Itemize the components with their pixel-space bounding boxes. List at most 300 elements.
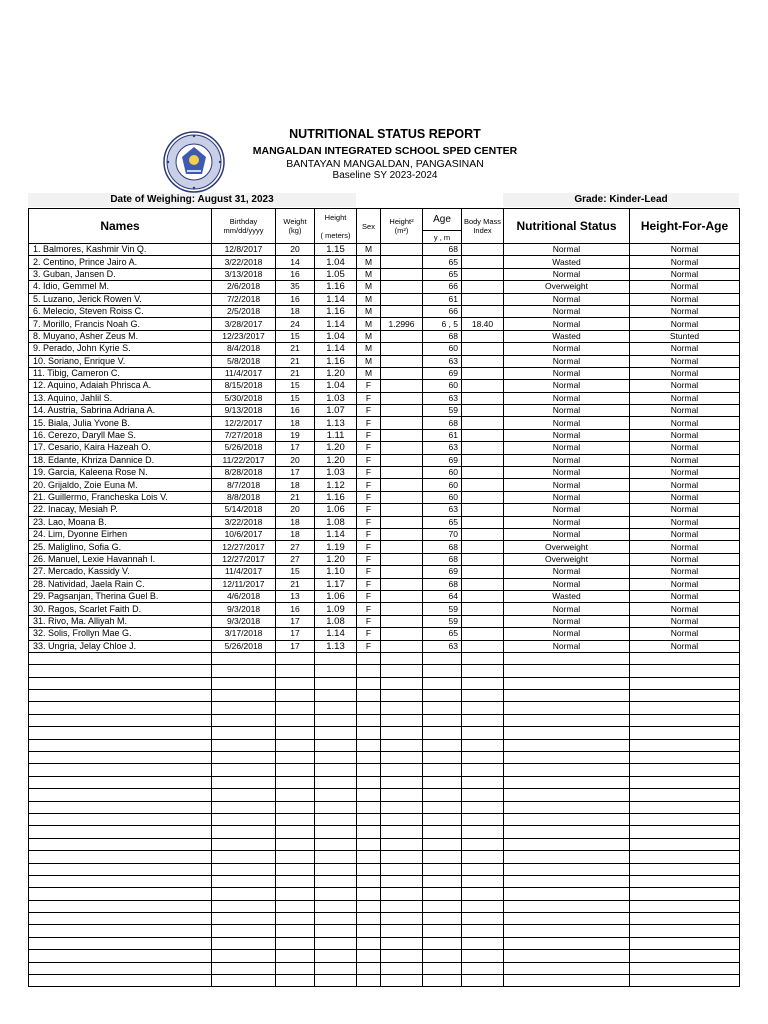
cell-status: [504, 937, 630, 949]
cell-weight: [276, 739, 315, 751]
cell-weight: 21: [276, 578, 315, 590]
cell-status: Normal: [504, 268, 630, 280]
cell-weight: 18: [276, 417, 315, 429]
cell-hfa: [630, 789, 740, 801]
cell-name: [29, 937, 212, 949]
cell-status: Normal: [504, 566, 630, 578]
cell-age: 64: [423, 590, 462, 602]
cell-weight: [276, 925, 315, 937]
cell-height: [315, 764, 357, 776]
cell-name: [29, 888, 212, 900]
cell-weight: 20: [276, 454, 315, 466]
cell-height: [315, 702, 357, 714]
cell-bmi: [462, 281, 504, 293]
cell-bmi: [462, 739, 504, 751]
row-number: 23.: [33, 516, 46, 527]
cell-bmi: [462, 950, 504, 962]
row-number: 11.: [33, 368, 45, 379]
row-number: 27.: [33, 566, 46, 577]
blank-row: [29, 714, 740, 726]
cell-age: [423, 665, 462, 677]
blank-row: [29, 851, 740, 863]
cell-weight: 16: [276, 603, 315, 615]
cell-age: [423, 838, 462, 850]
cell-sex: M: [357, 367, 381, 379]
col-weight: Weight (kg): [276, 209, 315, 244]
table-row: [29, 429, 740, 441]
cell-bmi: [462, 628, 504, 640]
cell-hfa: Normal: [630, 268, 740, 280]
cell-weight: 24: [276, 318, 315, 330]
cell-height: 1.05: [315, 268, 357, 280]
table-row: [29, 479, 740, 491]
cell-height: 1.20: [315, 442, 357, 454]
cell-sex: F: [357, 553, 381, 565]
student-name: Garcia, Kaleena Rose N.: [48, 467, 148, 478]
cell-weight: 17: [276, 640, 315, 652]
cell-bmi: [462, 541, 504, 553]
cell-hfa: [630, 739, 740, 751]
blank-row: [29, 962, 740, 974]
row-number: 10.: [33, 355, 46, 366]
cell-bmi: [462, 417, 504, 429]
cell-height2: [381, 479, 423, 491]
cell-height: 1.15: [315, 244, 357, 256]
cell-birthday: 5/30/2018: [212, 392, 276, 404]
cell-bmi: [462, 665, 504, 677]
cell-age: [423, 776, 462, 788]
cell-hfa: Normal: [630, 442, 740, 454]
cell-hfa: Normal: [630, 343, 740, 355]
cell-age: [423, 826, 462, 838]
student-name: Rivo, Ma. Alliyah M.: [48, 615, 128, 626]
cell-age: 65: [423, 268, 462, 280]
cell-birthday: 12/27/2017: [212, 553, 276, 565]
cell-birthday: 12/2/2017: [212, 417, 276, 429]
cell-height2: [381, 504, 423, 516]
cell-bmi: [462, 405, 504, 417]
student-name: Muyano, Asher Zeus M.: [43, 330, 139, 341]
cell-height2: [381, 244, 423, 256]
blank-row: [29, 975, 740, 987]
cell-name: [29, 367, 212, 379]
cell-status: Normal: [504, 417, 630, 429]
cell-sex: [357, 776, 381, 788]
cell-birthday: 9/13/2018: [212, 405, 276, 417]
cell-name: [29, 813, 212, 825]
cell-height: 1.13: [315, 640, 357, 652]
cell-weight: 19: [276, 429, 315, 441]
row-number: 26.: [33, 553, 46, 564]
student-name: Morillo, Francis Noah G.: [43, 318, 141, 329]
cell-height2: [381, 516, 423, 528]
cell-height2: [381, 268, 423, 280]
student-name: Balmores, Kashmir Vin Q.: [43, 244, 147, 255]
cell-hfa: Normal: [630, 590, 740, 602]
cell-height: [315, 888, 357, 900]
student-name: Cesario, Kaira Hazeah O.: [48, 442, 151, 453]
cell-age: 61: [423, 429, 462, 441]
cell-weight: 27: [276, 541, 315, 553]
student-name: Tibig, Cameron C.: [47, 368, 120, 379]
cell-status: [504, 690, 630, 702]
cell-status: [504, 838, 630, 850]
blank-row: [29, 739, 740, 751]
cell-height2: [381, 380, 423, 392]
row-number: 31.: [33, 615, 46, 626]
cell-age: 66: [423, 281, 462, 293]
cell-height2: [381, 789, 423, 801]
cell-weight: [276, 690, 315, 702]
cell-status: Wasted: [504, 256, 630, 268]
cell-height2: [381, 714, 423, 726]
student-name: Perado, John Kyrie S.: [43, 343, 131, 354]
cell-age: [423, 851, 462, 863]
cell-height: 1.04: [315, 256, 357, 268]
cell-height: 1.19: [315, 541, 357, 553]
cell-height2: [381, 677, 423, 689]
table-row: [29, 355, 740, 367]
row-number: 16.: [33, 430, 46, 441]
cell-height: [315, 665, 357, 677]
cell-bmi: [462, 925, 504, 937]
cell-hfa: Normal: [630, 628, 740, 640]
cell-birthday: [212, 975, 276, 987]
cell-birthday: 8/4/2018: [212, 343, 276, 355]
cell-height: [315, 652, 357, 664]
cell-height: [315, 900, 357, 912]
cell-age: 68: [423, 417, 462, 429]
cell-birthday: [212, 962, 276, 974]
cell-height: [315, 727, 357, 739]
cell-name: [29, 590, 212, 602]
cell-height2: [381, 826, 423, 838]
cell-name: [29, 739, 212, 751]
cell-height2: [381, 566, 423, 578]
cell-age: 68: [423, 578, 462, 590]
cell-height2: [381, 553, 423, 565]
cell-sex: F: [357, 380, 381, 392]
cell-sex: F: [357, 392, 381, 404]
cell-height: [315, 937, 357, 949]
cell-height2: [381, 888, 423, 900]
table-row: [29, 528, 740, 540]
cell-weight: 13: [276, 590, 315, 602]
cell-weight: 17: [276, 467, 315, 479]
table-row: [29, 417, 740, 429]
cell-bmi: [462, 479, 504, 491]
cell-bmi: [462, 590, 504, 602]
cell-name: [29, 429, 212, 441]
cell-age: [423, 875, 462, 887]
cell-height2: [381, 739, 423, 751]
blank-row: [29, 888, 740, 900]
table-row: [29, 405, 740, 417]
cell-hfa: [630, 913, 740, 925]
cell-height2: [381, 652, 423, 664]
cell-bmi: [462, 727, 504, 739]
blank-row: [29, 776, 740, 788]
cell-birthday: 3/17/2018: [212, 628, 276, 640]
cell-sex: [357, 789, 381, 801]
cell-birthday: [212, 801, 276, 813]
cell-age: [423, 727, 462, 739]
cell-birthday: [212, 752, 276, 764]
cell-hfa: [630, 776, 740, 788]
cell-name: [29, 752, 212, 764]
cell-height: 1.08: [315, 516, 357, 528]
cell-birthday: [212, 900, 276, 912]
cell-height: 1.06: [315, 504, 357, 516]
cell-name: [29, 615, 212, 627]
cell-weight: 27: [276, 553, 315, 565]
cell-height: 1.20: [315, 454, 357, 466]
cell-hfa: Normal: [630, 244, 740, 256]
cell-status: Normal: [504, 343, 630, 355]
cell-sex: [357, 913, 381, 925]
cell-birthday: 8/15/2018: [212, 380, 276, 392]
cell-birthday: 5/8/2018: [212, 355, 276, 367]
cell-sex: [357, 714, 381, 726]
cell-hfa: Normal: [630, 516, 740, 528]
cell-status: Normal: [504, 615, 630, 627]
cell-height2: [381, 417, 423, 429]
cell-height2: [381, 590, 423, 602]
cell-height: 1.16: [315, 355, 357, 367]
cell-height2: [381, 442, 423, 454]
cell-weight: [276, 727, 315, 739]
cell-name: [29, 962, 212, 974]
cell-name: [29, 875, 212, 887]
cell-weight: 15: [276, 392, 315, 404]
cell-hfa: Normal: [630, 640, 740, 652]
cell-hfa: [630, 652, 740, 664]
table-row: [29, 504, 740, 516]
cell-sex: F: [357, 429, 381, 441]
cell-age: [423, 789, 462, 801]
cell-hfa: [630, 888, 740, 900]
cell-name: [29, 244, 212, 256]
cell-height: [315, 950, 357, 962]
cell-name: [29, 281, 212, 293]
cell-hfa: Normal: [630, 305, 740, 317]
cell-sex: [357, 962, 381, 974]
blank-row: [29, 690, 740, 702]
cell-age: 59: [423, 405, 462, 417]
cell-weight: [276, 752, 315, 764]
cell-height2: [381, 343, 423, 355]
cell-hfa: Normal: [630, 553, 740, 565]
deped-seal-logo: [163, 131, 225, 193]
cell-age: [423, 950, 462, 962]
cell-bmi: [462, 690, 504, 702]
cell-bmi: [462, 937, 504, 949]
cell-age: 65: [423, 256, 462, 268]
cell-height: 1.04: [315, 380, 357, 392]
row-number: 5.: [33, 293, 41, 304]
cell-age: 68: [423, 330, 462, 342]
cell-height: 1.16: [315, 281, 357, 293]
cell-height2: [381, 281, 423, 293]
cell-birthday: [212, 925, 276, 937]
cell-hfa: [630, 950, 740, 962]
table-row: [29, 615, 740, 627]
cell-age: 63: [423, 442, 462, 454]
cell-sex: [357, 838, 381, 850]
cell-status: Normal: [504, 504, 630, 516]
cell-height2: [381, 330, 423, 342]
cell-sex: M: [357, 244, 381, 256]
cell-name: [29, 380, 212, 392]
cell-status: Normal: [504, 318, 630, 330]
cell-name: [29, 454, 212, 466]
cell-birthday: [212, 813, 276, 825]
cell-height2: [381, 405, 423, 417]
cell-height: 1.14: [315, 628, 357, 640]
table-row: [29, 578, 740, 590]
cell-age: [423, 739, 462, 751]
row-number: 14.: [33, 405, 46, 416]
cell-weight: 20: [276, 244, 315, 256]
table-row: [29, 590, 740, 602]
cell-hfa: Normal: [630, 355, 740, 367]
cell-name: [29, 541, 212, 553]
cell-status: [504, 888, 630, 900]
cell-status: Normal: [504, 491, 630, 503]
cell-hfa: [630, 702, 740, 714]
cell-age: 65: [423, 516, 462, 528]
table-row: [29, 491, 740, 503]
blank-row: [29, 702, 740, 714]
cell-bmi: [462, 442, 504, 454]
student-name: Inacay, Mesiah P.: [48, 504, 118, 515]
cell-name: [29, 838, 212, 850]
cell-age: [423, 677, 462, 689]
cell-bmi: [462, 367, 504, 379]
cell-name: [29, 702, 212, 714]
row-number: 15.: [33, 417, 46, 428]
cell-height2: [381, 900, 423, 912]
cell-birthday: [212, 776, 276, 788]
cell-height2: [381, 467, 423, 479]
cell-height: 1.17: [315, 578, 357, 590]
cell-hfa: Normal: [630, 566, 740, 578]
cell-bmi: [462, 677, 504, 689]
cell-bmi: [462, 454, 504, 466]
cell-height2: [381, 764, 423, 776]
cell-height: [315, 813, 357, 825]
cell-sex: F: [357, 578, 381, 590]
cell-bmi: [462, 975, 504, 987]
cell-birthday: 3/13/2018: [212, 268, 276, 280]
cell-status: Overweight: [504, 553, 630, 565]
cell-hfa: Normal: [630, 380, 740, 392]
cell-birthday: [212, 838, 276, 850]
grade-level: Grade: Kinder-Lead: [503, 193, 739, 207]
cell-age: 70: [423, 528, 462, 540]
cell-bmi: [462, 355, 504, 367]
cell-height: [315, 925, 357, 937]
cell-age: 68: [423, 244, 462, 256]
table-row: [29, 553, 740, 565]
cell-hfa: Normal: [630, 392, 740, 404]
cell-sex: F: [357, 603, 381, 615]
cell-status: Normal: [504, 578, 630, 590]
school-address: BANTAYAN MANGALDAN, PANGASINAN: [286, 158, 484, 170]
cell-bmi: [462, 330, 504, 342]
cell-age: [423, 900, 462, 912]
cell-height2: [381, 937, 423, 949]
cell-height: 1.20: [315, 553, 357, 565]
cell-sex: M: [357, 343, 381, 355]
row-number: 2.: [33, 256, 41, 267]
cell-height: 1.08: [315, 615, 357, 627]
table-row: [29, 392, 740, 404]
cell-birthday: 3/22/2018: [212, 516, 276, 528]
cell-sex: [357, 727, 381, 739]
cell-height2: [381, 367, 423, 379]
cell-age: 65: [423, 628, 462, 640]
cell-weight: 17: [276, 615, 315, 627]
cell-height: [315, 677, 357, 689]
student-name: Centino, Prince Jairo A.: [43, 256, 138, 267]
cell-bmi: [462, 801, 504, 813]
cell-age: 6 , 5: [423, 318, 462, 330]
cell-height2: [381, 293, 423, 305]
cell-height: [315, 863, 357, 875]
cell-age: 60: [423, 380, 462, 392]
cell-weight: 35: [276, 281, 315, 293]
cell-weight: 21: [276, 367, 315, 379]
table-row: [29, 603, 740, 615]
cell-status: Overweight: [504, 281, 630, 293]
blank-row: [29, 813, 740, 825]
table-row: [29, 330, 740, 342]
cell-height2: [381, 690, 423, 702]
cell-status: [504, 826, 630, 838]
student-name: Grijaldo, Zoie Euna M.: [48, 479, 138, 490]
cell-sex: M: [357, 256, 381, 268]
cell-name: [29, 467, 212, 479]
student-name: Aquino, Adaiah Phrisca A.: [47, 380, 152, 391]
student-name: Austria, Sabrina Adriana A.: [47, 405, 156, 416]
cell-age: [423, 813, 462, 825]
cell-status: [504, 677, 630, 689]
cell-status: [504, 727, 630, 739]
cell-hfa: [630, 813, 740, 825]
cell-status: Normal: [504, 603, 630, 615]
date-of-weighing: Date of Weighing: August 31, 2023: [28, 193, 356, 207]
cell-hfa: Normal: [630, 615, 740, 627]
cell-hfa: [630, 714, 740, 726]
cell-height2: [381, 429, 423, 441]
row-number: 13.: [33, 392, 46, 403]
cell-status: Overweight: [504, 541, 630, 553]
cell-status: [504, 714, 630, 726]
cell-height: [315, 714, 357, 726]
cell-name: [29, 293, 212, 305]
student-name: Aquino, Jahlil S.: [47, 392, 113, 403]
cell-age: 60: [423, 491, 462, 503]
cell-height2: [381, 801, 423, 813]
cell-birthday: 11/4/2017: [212, 367, 276, 379]
cell-bmi: [462, 776, 504, 788]
cell-status: [504, 764, 630, 776]
cell-name: [29, 826, 212, 838]
cell-bmi: [462, 702, 504, 714]
cell-weight: 18: [276, 479, 315, 491]
col-age-unit: y , m: [423, 231, 462, 244]
